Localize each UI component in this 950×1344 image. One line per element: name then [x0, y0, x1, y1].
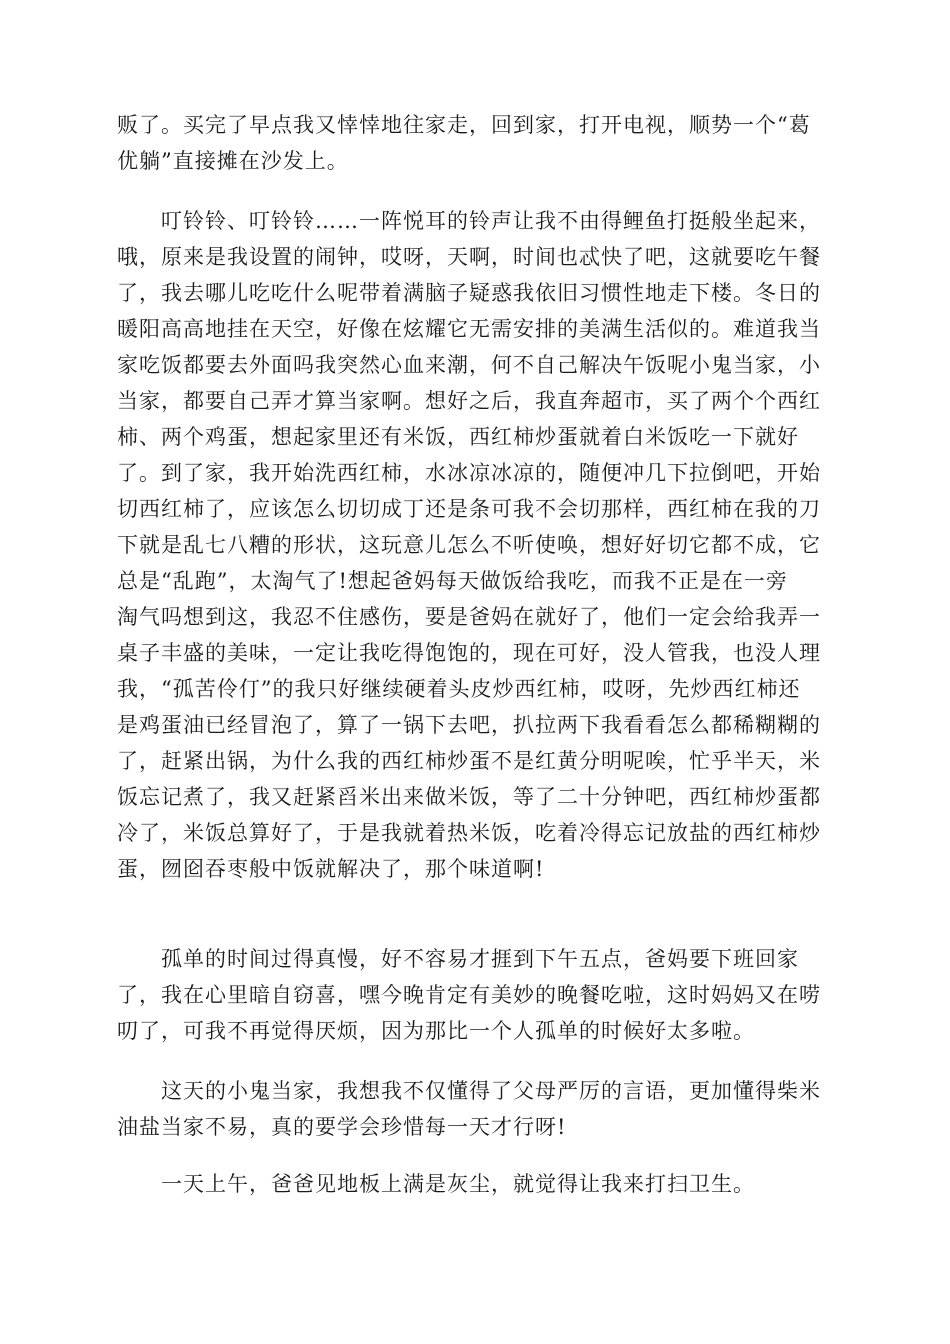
text-line: 叮铃铃、叮铃铃……一阵悦耳的铃声让我不由得鲤鱼打挺般坐起来，	[161, 209, 821, 233]
paragraph	[117, 1166, 842, 1202]
text-line: 一天上午，爸爸见地板上满是灰尘，就觉得让我来打扫卫生。	[161, 1172, 755, 1196]
paragraph	[117, 1073, 842, 1145]
text-line: 切西红柿了，应该怎么切切成丁还是条可我不会切那样，西红柿在我的刀	[117, 497, 821, 521]
text-line: 是鸡蛋油已经冒泡了，算了一锅下去吧，扒拉两下我看看怎么都稀糊糊的	[117, 713, 821, 737]
text-line: 淘气吗想到这，我忍不住感伤，要是爸妈在就好了，他们一定会给我弄一	[117, 605, 821, 629]
paragraph	[117, 941, 842, 1049]
text-line: 了。到了家，我开始洗西红柿，水冰凉冰凉的，随便冲几下拉倒吧，开始	[117, 461, 821, 485]
text-line: 叨了，可我不再觉得厌烦，因为那比一个人孤单的时候好太多啦。	[117, 1019, 755, 1043]
text-line: 贩了。买完了早点我又悻悻地往家走，回到家，打开电视，顺势一个“葛	[117, 113, 811, 137]
text-line: 了，我去哪儿吃吃什么呢带着满脑子疑惑我依旧习惯性地走下楼。冬日的	[117, 281, 821, 305]
text-line: 冷了，米饭总算好了，于是我就着热米饭，吃着冷得忘记放盐的西红柿炒	[117, 821, 821, 845]
text-line: 柿、两个鸡蛋，想起家里还有米饭，西红柿炒蛋就着白米饭吃一下就好	[117, 425, 799, 449]
text-line: 哦，原来是我设置的闹钟，哎呀，天啊，时间也忒快了吧，这就要吃午餐	[117, 245, 821, 269]
text-line: 饭忘记煮了，我又赶紧舀米出来做米饭，等了二十分钟吧，西红柿炒蛋都	[117, 785, 821, 809]
text-line: 桌子丰盛的美味，一定让我吃得饱饱的，现在可好，没人管我，也没人理	[117, 641, 821, 665]
paragraph	[117, 107, 842, 179]
text-line: 我，“孤苦伶仃”的我只好继续硬着头皮炒西红柿，哎呀，先炒西红柿还	[117, 677, 801, 701]
text-line: 了，我在心里暗自窃喜，嘿今晚肯定有美妙的晚餐吃啦，这时妈妈又在唠	[117, 983, 821, 1007]
text-line: 了，赶紧出锅，为什么我的西红柿炒蛋不是红黄分明呢唉，忙乎半天，米	[117, 749, 821, 773]
text-line: 暖阳高高地挂在天空，好像在炫耀它无需安排的美满生活似的。难道我当	[117, 317, 821, 341]
text-line: 当家，都要自己弄才算当家啊。想好之后，我直奔超市，买了两个个西红	[117, 389, 821, 413]
text-line: 优躺”直接摊在沙发上。	[117, 149, 349, 173]
text-line: 总是“乱跑”，太淘气了!想起爸妈每天做饭给我吃，而我不正是在一旁	[117, 569, 788, 593]
text-line: 蛋，囫囵吞枣般中饭就解决了，那个味道啊!	[117, 857, 545, 881]
text-line: 家吃饭都要去外面吗我突然心血来潮，何不自己解决午饭呢小鬼当家，小	[117, 353, 821, 377]
text-line: 这天的小鬼当家，我想我不仅懂得了父母严厉的言语，更加懂得柴米	[161, 1079, 821, 1103]
text-line: 孤单的时间过得真慢，好不容易才捱到下午五点，爸妈要下班回家	[161, 947, 799, 971]
text-line: 油盐当家不易，真的要学会珍惜每一天才行呀!	[117, 1115, 567, 1139]
text-line: 下就是乱七八糟的形状，这玩意儿怎么不听使唤，想好好切它都不成，它	[117, 533, 821, 557]
paragraph	[117, 203, 842, 887]
